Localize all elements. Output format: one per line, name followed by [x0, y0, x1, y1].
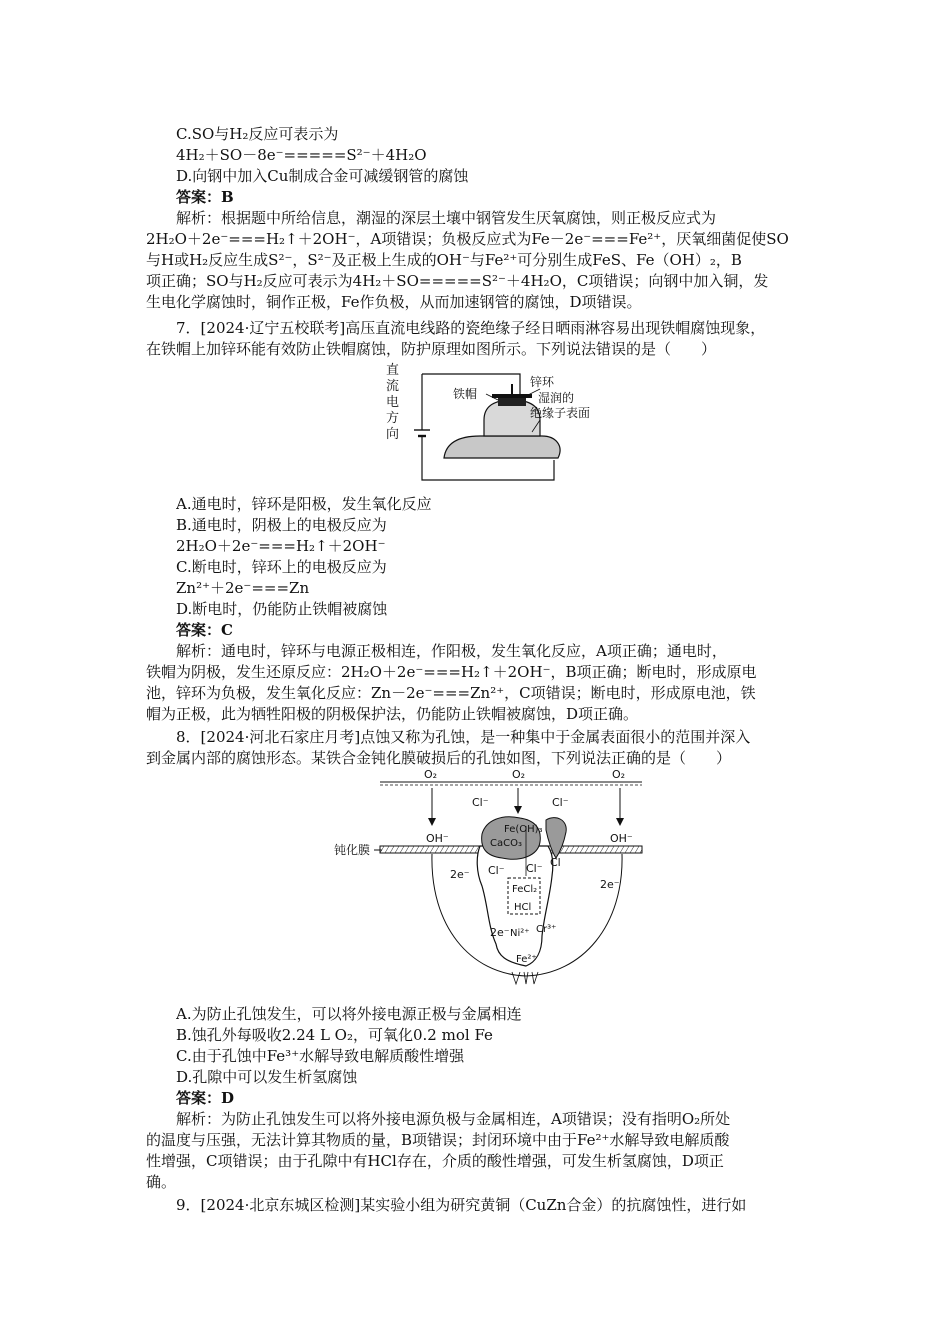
pitting-figure	[330, 766, 650, 1002]
option-d-line: D.孔隙中可以发生析氢腐蚀	[176, 1068, 358, 1086]
o2-arrow-head	[428, 818, 436, 826]
iron-cap-label: 铁帽	[453, 387, 478, 401]
question-7-line: 在铁帽上加锌环能有效防止铁帽腐蚀，防护原理如图所示。下列说法错误的是（ ）	[146, 340, 717, 358]
chloride-label: Cl⁻	[488, 864, 505, 877]
option-b-line: B.蚀孔外每吸收2.24 L O₂，可氧化0.2 mol Fe	[176, 1026, 493, 1044]
option-d-line: D.断电时，仍能防止铁帽被腐蚀	[176, 600, 388, 618]
passivation-film-label: 钝化膜	[334, 843, 371, 857]
direction-label: 向	[386, 427, 400, 442]
equation-line: 4H₂＋SO－8e⁻=====S²⁻＋4H₂O	[176, 146, 427, 164]
analysis-line: 解析：通电时，锌环与电源正极相连，作阳极，发生氧化反应，A项正确；通电时，	[176, 642, 727, 660]
option-c-line: C.SO与H₂反应可表示为	[176, 125, 339, 143]
o2-label: O₂	[424, 768, 438, 781]
analysis-line: 与H或H₂反应生成S²⁻，S²⁻及正极上生成的OH⁻与Fe²⁺可分别生成FeS、Fe（OH）₂，B	[146, 251, 742, 269]
insulator-base	[444, 436, 560, 458]
answer-line: 答案：C	[176, 621, 233, 639]
option-a-line: A.通电时，锌环是阳极，发生氧化反应	[176, 495, 432, 513]
direction-label: 直	[386, 363, 400, 378]
o2-label: O₂	[512, 768, 526, 781]
electron-label: 2e⁻	[450, 868, 470, 881]
hydrochloric-acid-label: HCl	[514, 902, 532, 913]
analysis-line: 解析：根据题中所给信息，潮湿的深层土壤中钢管发生厌氧腐蚀，则正极反应式为	[176, 209, 717, 227]
calcium-carbonate-label: CaCO₃	[490, 838, 522, 849]
answer-line: 答案：D	[176, 1089, 235, 1107]
question-7-line: 7．[2024·辽宁五校联考]高压直流电线路的瓷绝缘子经日晒雨淋容易出现铁帽腐蚀现象，	[176, 319, 766, 337]
electron-label: 2e⁻	[600, 878, 620, 891]
chloride-label: Cl⁻	[526, 862, 543, 875]
ferric-hydroxide-label: Fe(OH)₃	[504, 824, 543, 835]
direction-label: 流	[386, 379, 400, 394]
option-b-line: B.通电时，阴极上的电极反应为	[176, 516, 387, 534]
o2-arrow-head	[616, 818, 624, 826]
equation-line: Zn²⁺＋2e⁻===Zn	[176, 579, 310, 597]
o2-label: O₂	[612, 768, 626, 781]
chromium-ion-label: Cr³⁺	[536, 924, 557, 935]
option-c-line: C.断电时，锌环上的电极反应为	[176, 558, 387, 576]
wet-surface-label: 湿润的	[538, 391, 575, 405]
chloride-label: Cl⁻	[472, 796, 489, 809]
chloride-label: Cl	[550, 856, 561, 869]
question-9-line: 9．[2024·北京东城区检测]某实验小组为研究黄铜（CuZn合金）的抗腐蚀性，进行如	[176, 1196, 747, 1214]
direction-label: 电	[386, 395, 400, 410]
iron-ion-label: Fe²⁺	[516, 954, 537, 965]
analysis-line: 2H₂O＋2e⁻===H₂↑＋2OH⁻，A项错误；负极反应式为Fe－2e⁻===Fe²⁺，厌氧细菌促使SO	[146, 230, 789, 248]
analysis-line: 帽为正极，此为牺牲阳极的阴极保护法，仍能防止铁帽被腐蚀，D项正确。	[146, 705, 639, 723]
equation-line: 2H₂O＋2e⁻===H₂↑＋2OH⁻	[176, 537, 386, 555]
hydroxide-label: OH⁻	[426, 832, 449, 845]
zinc-ring-label: 锌环	[530, 375, 555, 389]
o2-arrow-head	[514, 806, 522, 814]
analysis-line: 项正确；SO与H₂反应可表示为4H₂＋SO=====S²⁻＋4H₂O，C项错误；向钢中加入铜，发	[146, 272, 769, 290]
hydroxide-label: OH⁻	[610, 832, 633, 845]
ferrous-chloride-label: FeCl₂	[512, 884, 538, 895]
question-8-line: 8．[2024·河北石家庄月考]点蚀又称为孔蚀，是一种集中于金属表面很小的范围并深入	[176, 728, 751, 746]
answer-line: 答案：B	[176, 188, 234, 206]
insulator-figure	[380, 360, 620, 490]
analysis-line: 性增强，C项错误；由于孔隙中有HCl存在，介质的酸性增强，可发生析氢腐蚀，D项正	[146, 1152, 724, 1170]
wet-surface-label: 绝缘子表面	[530, 406, 591, 420]
electron-label: 2e⁻	[490, 926, 510, 939]
analysis-line: 的温度与压强，无法计算其物质的量，B项错误；封闭环境中由于Fe²⁺水解导致电解质酸	[146, 1131, 730, 1149]
analysis-line: 生电化学腐蚀时，铜作正极，Fe作负极，从而加速钢管的腐蚀，D项错误。	[146, 293, 642, 311]
direction-label: 方	[386, 411, 400, 426]
analysis-line: 确。	[146, 1173, 177, 1191]
analysis-line: 解析：为防止孔蚀发生可以将外接电源负极与金属相连，A项错误；没有指明O₂所处	[176, 1110, 731, 1128]
option-a-line: A.为防止孔蚀发生，可以将外接电源正极与金属相连	[176, 1005, 522, 1023]
nickel-ion-label: Ni²⁺	[510, 928, 530, 939]
option-d-line: D.向钢中加入Cu制成合金可减缓钢管的腐蚀	[176, 167, 469, 185]
question-8-line: 到金属内部的腐蚀形态。某铁合金钝化膜破损后的孔蚀如图，下列说法正确的是（ ）	[146, 749, 732, 767]
option-c-line: C.由于孔蚀中Fe³⁺水解导致电解质酸性增强	[176, 1047, 465, 1065]
iron-cap	[498, 398, 526, 406]
analysis-line: 铁帽为阴极，发生还原反应：2H₂O＋2e⁻===H₂↑＋2OH⁻，B项正确；断电时，形成原电	[146, 663, 757, 681]
pit-bottom	[512, 972, 538, 984]
zinc-ring	[492, 394, 532, 398]
chloride-label: Cl⁻	[552, 796, 569, 809]
analysis-line: 池，锌环为负极，发生氧化反应：Zn－2e⁻===Zn²⁺，C项错误；断电时，形成原电池，铁	[146, 684, 756, 702]
